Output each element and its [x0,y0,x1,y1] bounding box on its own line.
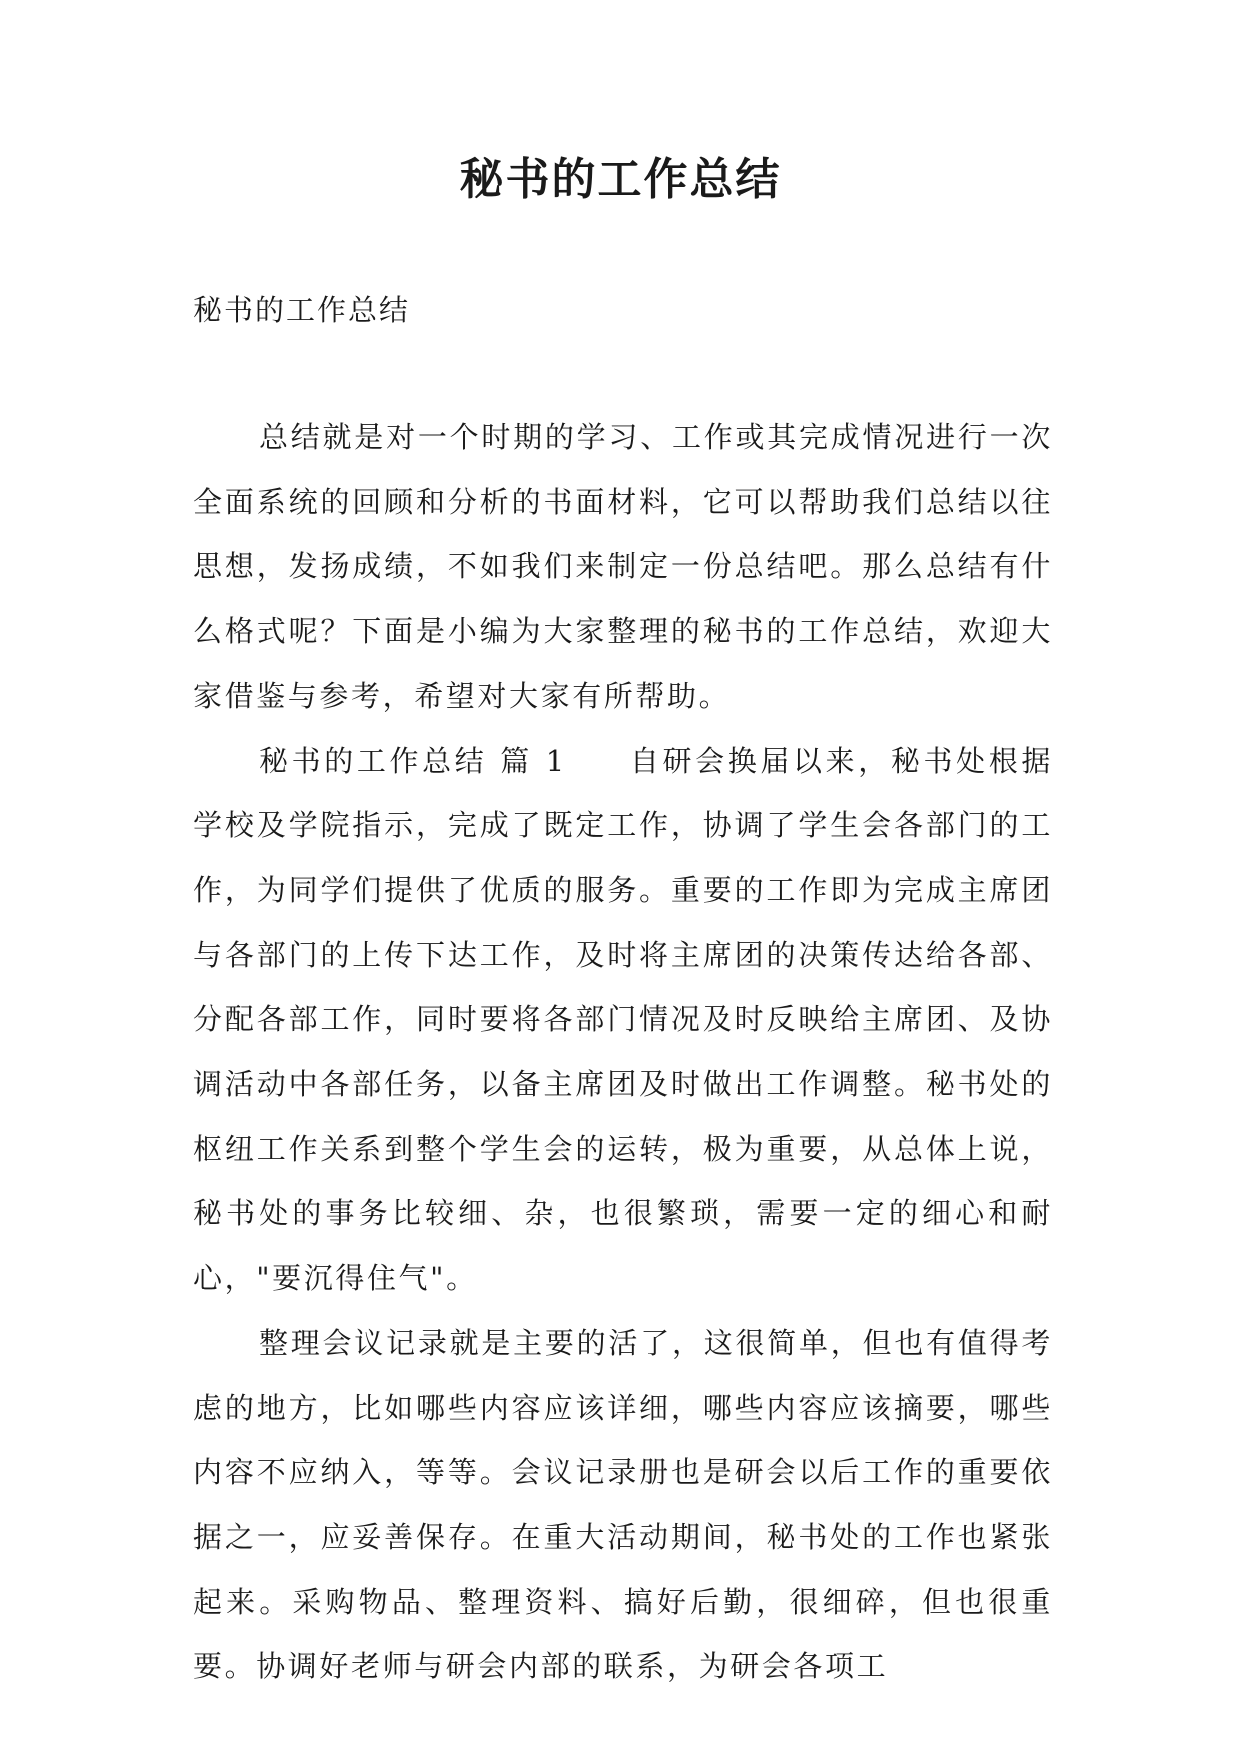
section-1-text: 自研会换届以来，秘书处根据学校及学院指示，完成了既定工作，协调了学生会各部门的工作，为同学们提供了优质的服务。重要的工作即为完成主席团与各部门的上传下达工作，及时将主席团的决策传达给各部、分配各部工作，同时要将各部门情况及时反映给主席团、及协调活动中各部任务，以备主席团及时做出工作调整。秘书处的枢纽工作关系到整个学生会的运转，极为重要，从总体上说，秘书处的事务比较细、杂，也很繁琐，需要一定的细心和耐心，"要沉得住气"。 [193,743,1053,1296]
document-subtitle: 秘书的工作总结 [193,293,411,327]
section-1-paragraph [193,729,1053,1311]
intro-paragraph: 总结就是对一个时期的学习、工作或其完成情况进行一次全面系统的回顾和分析的书面材料，它可以帮助我们总结以往思想，发扬成绩，不如我们来制定一份总结吧。那么总结有什么格式呢？下面是小编为大家整理的秘书的工作总结，欢迎大家借鉴与参考，希望对大家有所帮助。 [193,420,1053,713]
paragraph-3: 整理会议记录就是主要的活了，这很简单，但也有值得考虑的地方，比如哪些内容应该详细，哪些内容应该摘要，哪些内容不应纳入，等等。会议记录册也是研会以后工作的重要依据之一，应妥善保存。在重大活动期间，秘书处的工作也紧张起来。采购物品、整理资料、搞好后勤，很细碎，但也很重要。协调好老师与研会内部的联系，为研会各项工 [193,1325,1053,1684]
document-title: 秘书的工作总结 [459,154,782,205]
document-body [193,405,1053,1699]
section-1-heading: 秘书的工作总结 篇 1 [259,743,567,778]
